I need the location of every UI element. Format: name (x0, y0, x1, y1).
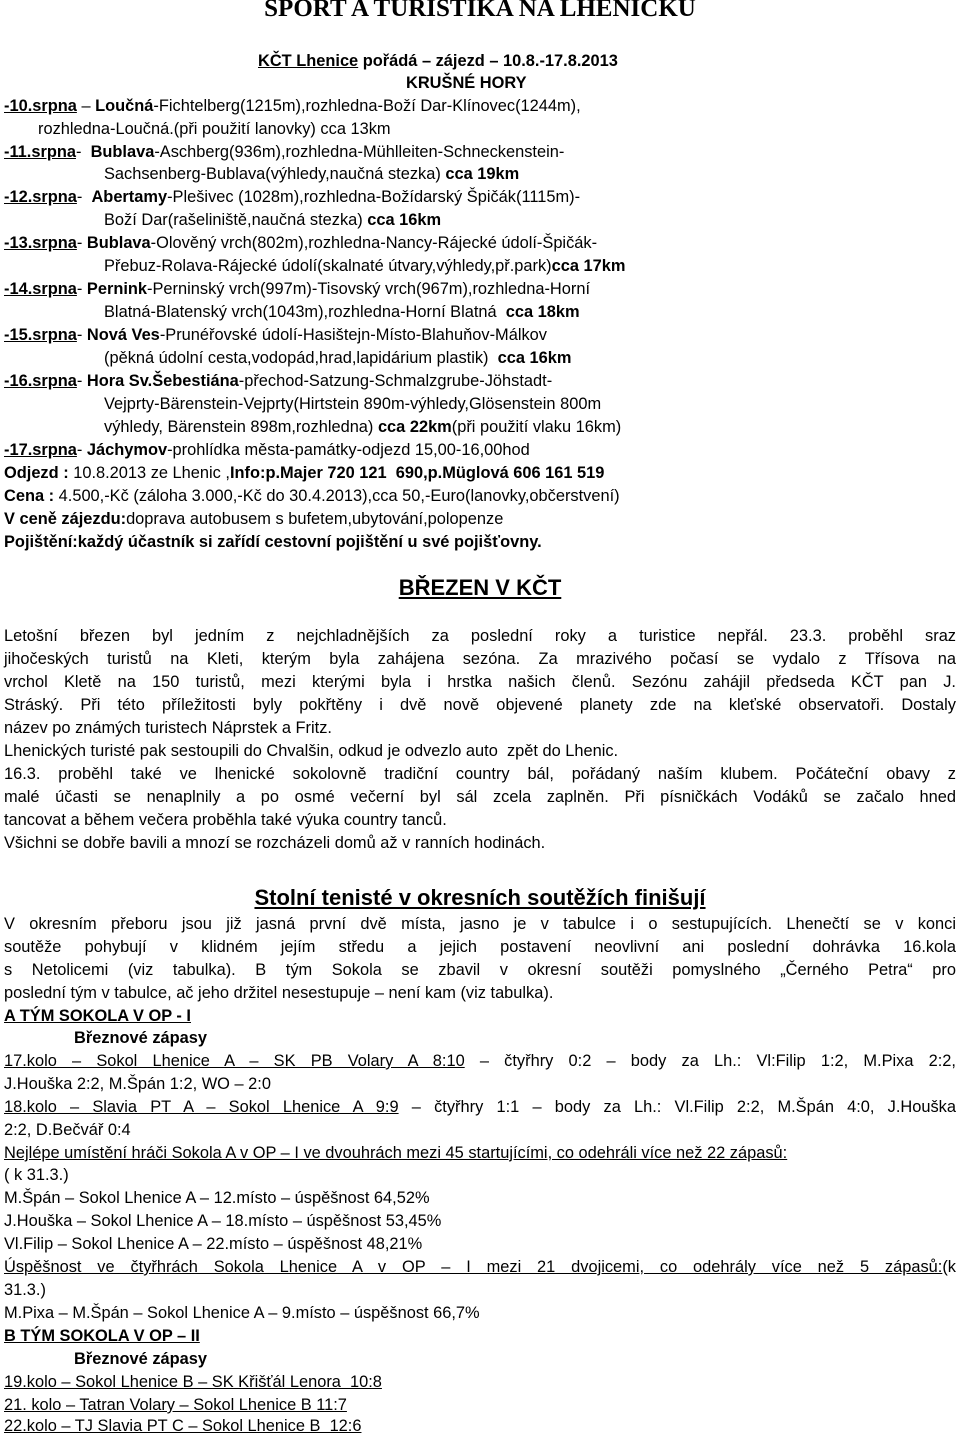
brezen-heading: BŘEZEN V KČT (398, 575, 562, 600)
day-14-cont: Blatná-Blatenský vrch(1043m),rozhledna-Horní Blatná cca 18km (104, 303, 580, 321)
day-15: -15.srpna- Nová Ves-Prunéřovské údolí-Hasištejn-Místo-Blahuňov-Málkov (4, 326, 547, 344)
brezen-line: Stráský. Při této příležitosti byly pokřtěny i dvě nově objevené planety zde na kleťské observatoři. Dostaly (4, 696, 956, 714)
a-team-subheading: Březnové zápasy (74, 1029, 208, 1047)
ranking-row: Vl.Filip – Sokol Lhenice A – 22.místo – úspěšnost 48,21% (4, 1235, 423, 1253)
match-18-cont: 2:2, D.Bečvář 0:4 (4, 1121, 131, 1139)
b-team-heading: B TÝM SOKOLA V OP – II (4, 1327, 200, 1345)
price: Cena : 4.500,-Kč (záloha 3.000,-Kč do 30.4.2013),cca 50,-Euro(lanovky,občerstvení) (4, 487, 620, 505)
day-11: -11.srpna- Bublava-Aschberg(936m),rozhledna-Mühlleiten-Schneckenstein- (4, 143, 565, 161)
day-15-cont: (pěkná údolní cesta,vodopád,hrad,lapidárium plastik) cca 16km (104, 349, 572, 367)
ranking-row: M.Špán – Sokol Lhenice A – 12.místo – úspěšnost 64,52% (4, 1189, 430, 1207)
b-match: 19.kolo – Sokol Lhenice B – SK Křišťál Lenora 10:8 (4, 1373, 382, 1391)
insurance-note: Pojištění:každý účastník si zařídí cestovní pojištění u své pojišťovny. (4, 533, 542, 551)
event-organizer: KČT Lhenice pořádá – zájezd – 10.8.-17.8.2013 (258, 52, 618, 70)
day-16-cont: Vejprty-Bärenstein-Vejprty(Hirtstein 890m-výhledy,Glösenstein 800m (104, 395, 602, 413)
a-team-heading: A TÝM SOKOLA V OP - I (4, 1007, 191, 1025)
b-match: 21. kolo – Tatran Volary – Sokol Lhenice B 11:7 (4, 1396, 347, 1414)
match-17: 17.kolo – Sokol Lhenice A – SK PB Volary A 8:10 – čtyřhry 0:2 – body za Lh.: Vl:Filip 1:2, M.Pixa 2:2, (4, 1052, 956, 1070)
day-10-cont: rozhledna-Loučná.(při použití lanovky) cca 13km (38, 120, 391, 138)
day-13-cont: Přebuz-Rolava-Rájecké údolí(skalnaté útvary,výhledy,př.park)cca 17km (104, 257, 626, 275)
brezen-line: malé účasti se nenaplnily a po osmé večerní byl sál zcela zaplněn. Při písničkách Vodáků se začalo hned (4, 788, 956, 806)
brezen-line: Lhenických turisté pak sestoupili do Chvalšin, odkud je odvezlo auto zpět do Lhenic. (4, 742, 619, 760)
stolni-line: s Netolicemi (viz tabulka). B tým Sokola se zbavil v okresní soutěži pomyslného „Černého Petra“ pro (4, 961, 956, 979)
stolni-line: V okresním přeboru jsou již jasná první dvě místa, jasno je v tabulce i o sestupujících. Lhenečtí se v konci (4, 915, 956, 933)
departure: Odjezd : 10.8.2013 ze Lhenic ,Info:p.Majer 720 121 690,p.Müglová 606 161 519 (4, 464, 605, 482)
brezen-line: název po známých turistech Náprstek a Fritz. (4, 719, 332, 737)
event-region: KRUŠNÉ HORY (406, 74, 527, 92)
match-17-cont: J.Houška 2:2, M.Špán 1:2, WO – 2:0 (4, 1075, 271, 1093)
ranking-row: J.Houška – Sokol Lhenice A – 18.místo – úspěšnost 53,45% (4, 1212, 442, 1230)
best-players-heading: Nejlépe umístění hráči Sokola A v OP – I ve dvouhrách mezi 45 startujícími, co odehráli více než 22 zápasů: (4, 1144, 788, 1162)
day-14: -14.srpna- Pernink-Perninský vrch(997m)-Tisovský vrch(967m),rozhledna-Horní (4, 280, 591, 298)
match-18: 18.kolo – Slavia PT A – Sokol Lhenice A 9:9 – čtyřhry 1:1 – body za Lh.: Vl.Filip 2:2, M.Špán 4:0, J.Houška (4, 1098, 956, 1116)
brezen-line: vrchol Kletě na 150 turistů, mezi kterými byla i hrstka našich členů. Sezónu zahájil předseda KČT pan J. (4, 673, 956, 691)
brezen-line: Všichni se dobře bavili a mnozí se rozcházeli domů až v ranních hodinách. (4, 834, 546, 852)
day-12-cont: Boží Dar(rašeliniště,naučná stezka) cca 16km (104, 211, 442, 229)
day-17: -17.srpna- Jáchymov-prohlídka města-památky-odjezd 15,00-16,00hod (4, 441, 530, 459)
ranking-row: M.Pixa – M.Špán – Sokol Lhenice A – 9.místo – úspěšnost 66,7% (4, 1304, 480, 1322)
brezen-line: tancovat a během večera proběhla také výuka country tanců. (4, 811, 447, 829)
stolni-line: poslední tým v tabulce, ač jeho držitel nesestupuje – není kam (viz tabulka). (4, 984, 554, 1002)
price-includes: V ceně zájezdu:doprava autobusem s bufetem,ubytování,polopenze (4, 510, 504, 528)
doubles-heading: Úspěšnost ve čtyřhrách Sokola Lhenice A v OP – I mezi 21 dvojicemi, co odehrály více než 5 zápasů:(k (4, 1258, 956, 1276)
day-16: -16.srpna- Hora Sv.Šebestiána-přechod-Satzung-Schmalzgrube-Jöhstadt- (4, 372, 553, 390)
doubles-date: 31.3.) (4, 1281, 46, 1299)
brezen-line: 16.3. proběhl také ve lhenické sokolovně tradiční country bál, pořádaný naším klubem. Počáteční obavy z (4, 765, 956, 783)
brezen-line: jihočeských turistů na Kleti, kterým byla zahájena sezóna. Za mrazivého počasí se vydalo z Třísova na (4, 650, 956, 668)
day-10: -10.srpna – Loučná-Fichtelberg(1215m),rozhledna-Boží Dar-Klínovec(1244m), (4, 97, 581, 115)
day-11-cont: Sachsenberg-Bublava(výhledy,naučná stezka) cca 19km (104, 165, 520, 183)
page-title: SPORT A TURISTIKA NA LHENICKU (264, 0, 696, 22)
day-12: -12.srpna- Abertamy-Plešivec (1028m),rozhledna-Božídarský Špičák(1115m)- (4, 188, 581, 206)
b-match: 22.kolo – TJ Slavia PT C – Sokol Lhenice B 12:6 (4, 1417, 362, 1435)
brezen-line: Letošní březen byl jedním z nejchladnějších za poslední roky a turistice nepřál. 23.3. proběhl sraz (4, 627, 956, 645)
stolni-line: soutěže pohybují v klidném jejím středu a jejich postavení neovlivní ani poslední dohrávka 16.kola (4, 938, 956, 956)
day-16-cont2: výhledy, Bärenstein 898m,rozhledna) cca 22km(při použití vlaku 16km) (104, 418, 622, 436)
day-13: -13.srpna- Bublava-Olověný vrch(802m),rozhledna-Nancy-Rájecké údolí-Špičák- (4, 234, 598, 252)
stolni-heading: Stolní tenisté v okresních soutěžích finišují (254, 885, 706, 910)
best-players-date: ( k 31.3.) (4, 1166, 69, 1184)
b-team-subheading: Březnové zápasy (74, 1350, 208, 1368)
